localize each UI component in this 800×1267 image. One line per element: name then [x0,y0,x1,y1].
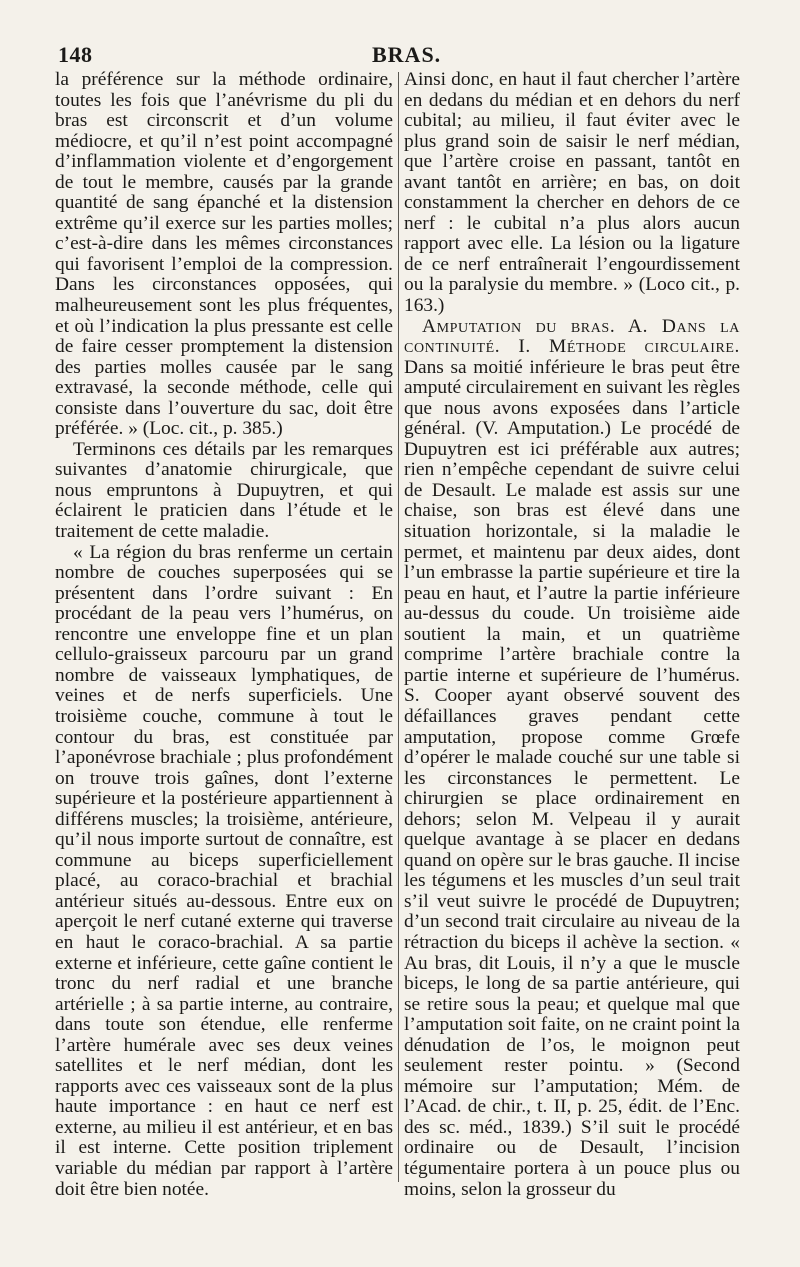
right-column [404,70,740,1200]
section-heading: Amputation du bras. A. Dans la continuité. I. Méthode circulaire. [404,315,740,358]
page-header [58,42,760,68]
section-body: Dans sa moitié inférieure le bras peut être amputé circulairement en suivant les règles que nous avons exposées dans l’article général. (V. Amputation.) Le procédé de Dupuytren est ici préférable aux autres; rien n’empêche cependant de suivre celui de Desault. Le malade est assis sur une chaise, son bras est élevé dans une situation horizontale, si la maladie le permet, et maintenu par deux aides, dont l’un embrasse la partie supérieure et tire la peau en haut, et l’autre la partie inférieure au-dessus du coude. Un troisième aide soutient la main, et un quatrième comprime l’artère brachiale contre la partie interne et supérieure de l’humérus. S. Cooper ayant observé souvent des défaillances graves pendant cette amputation, propose comme Grœfe d’opérer le malade couché sur une table si les circonstances le permettent. Le chirurgien se place ordinairement en dehors; selon M. Velpeau il y aurait quelque avantage à se placer en dedans quand on opère sur le bras gauche. Il incise les tégumens et les muscles d’un seul trait s’il veut suivre le procédé de Dupuytren; d’un second trait circulaire au niveau de la rétraction du biceps il achève la section. « Au bras, dit Louis, il n’y a que le muscle biceps, le long de sa partie antérieure, qui se retire sous la peau; et quelque mal que l’amputation soit faite, on ne craint point la dénudation de l’os, le moignon peut seulement rester pointu. » (Second mémoire sur l’amputation; Mém. de l’Acad. de chir., t. II, p. 25, édit. de l’Enc. des sc. méd., 1839.) S’il suit le procédé ordinaire ou de Desault, l’incision tégumentaire portera à un pouce plus ou moins, selon la grosseur du [404,356,741,1200]
left-paragraph-3: « La région du bras renferme un certain nombre de couches superposées qui se présentent dans l’ordre suivant : En procédant de la peau vers l’humérus, on rencontre une enveloppe fine et un plan cellulo-graisseux parcouru par un grand nombre de vaisseaux lymphatiques, de veines et de nerfs superficiels. Une troisième couche, commune à tout le contour du bras, est constituée par l’aponévrose brachiale ; plus profondément on trouve trois gaînes, dont l’externe supérieure et la postérieure appartiennent à différens muscles; la troisième, antérieure, qu’il nous importe surtout de connaître, est commune au biceps superficiellement placé, au coraco-brachial et brachial antérieur situés au-dessous. Entre eux on aperçoit le nerf cutané externe qui traverse en haut le coraco-brachial. A sa partie externe et inférieure, cette gaîne contient le tronc du nerf radial et une branche artérielle ; à sa partie interne, au contraire, dans toute son étendue, elle renferme l’artère humérale avec ses deux veines satellites et le nerf médian, dont les rapports avec ces vaisseaux sont de la plus haute importance : en haut ce nerf est externe, au milieu il est antérieur, et en bas il est interne. Cette position triplement variable du médian par rapport à l’artère doit être bien notée. [55,541,393,1200]
left-paragraph-1: la préférence sur la méthode ordinaire, toutes les fois que l’anévrisme du pli du bras est circonscrit et d’un volume médiocre, et qu’il n’est point accompagné d’inflammation violente et d’engorgement de tout le membre, causés par la grande quantité de sang épanché et la distension extrême qu’il exerce sur les parties molles; c’est-à-dire dans les mêmes circonstances qui favorisent l’emploi de la compression. Dans les circonstances opposées, qui malheureusement sont les plus fréquentes, et où l’indication la plus pressante est celle de faire cesser promptement la distension des parties molles causée par le sang extravasé, la seconde méthode, celle qui consiste dans l’ouverture du sac, doit être préférée. » (Loc. cit., p. 385.) [55,69,393,440]
column-divider [398,72,399,1182]
page-number: 148 [58,42,93,67]
left-paragraph-2: Terminons ces détails par les remarques suivantes d’anatomie chirurgicale, que nous empruntons à Dupuytren, et qui éclairent le praticien dans l’étude et le traitement de cette maladie. [55,438,393,543]
running-title: BRAS. [372,42,442,67]
left-column [55,70,393,1200]
right-paragraph-2 [404,317,740,1201]
right-paragraph-1: Ainsi donc, en haut il faut chercher l’artère en dedans du médian et en dehors du nerf cubital; au milieu, il faut éviter avec le plus grand soin de saisir le nerf médian, que l’artère croise en passant, tantôt en avant tantôt en arrière; en bas, on doit constamment la chercher en dehors de ce nerf : le cubital n’a plus alors aucun rapport avec elle. La lésion ou la ligature de ce nerf entraînerait l’engourdissement ou la paralysie du membre. » (Loco cit., p. 163.) [404,69,740,317]
